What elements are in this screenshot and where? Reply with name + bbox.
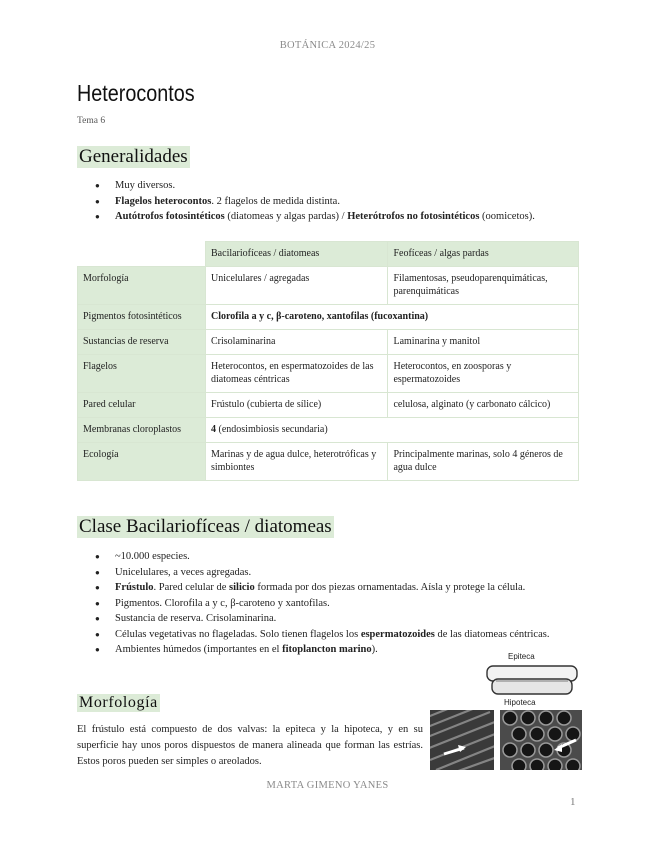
table-cell: Marinas y de agua dulce, heterotróficas y simbiontes [206,443,388,481]
table-header-row [78,242,579,267]
section-heading-morfologia: Morfología [79,694,158,711]
list-item: ● Sustancia de reserva. Crisolaminarina. [77,611,577,627]
running-footer: MARTA GIMENO YANES [266,780,389,791]
clase-list [77,549,577,658]
table-cell: Heterocontos, en espermatozoides de las diatomeas céntricas [206,355,388,393]
table-row [78,305,579,330]
table-row [78,355,579,393]
table-cell: Crisolaminarina [206,330,388,355]
list-item: ● Flagelos heterocontos. 2 flagelos de medida distinta. [77,194,577,210]
list-item: ● Ambientes húmedos (importantes en el fitoplancton marino). [77,642,577,658]
row-label: Pared celular [78,393,206,418]
comparison-table [77,241,579,481]
list-item: ● Células vegetativas no flageladas. Solo tienen flagelos los espermatozoides de las diatomeas céntricas. [77,627,577,643]
running-header: BOTÁNICA 2024/25 [279,40,376,51]
table-header-cell: Bacilariofíceas / diatomeas [206,242,388,267]
row-label: Sustancias de reserva [78,330,206,355]
list-item: ● Unicelulares, a veces agregadas. [77,565,577,581]
list-item: ● Frústulo. Pared celular de silicio formada por dos piezas ornamentadas. Aísla y protege la célula. [77,580,577,596]
list-item: ● Autótrofos fotosintéticos (diatomeas y algas pardas) / Heterótrofos no fotosintéticos (oomicetos). [77,209,577,225]
table-row [78,443,579,481]
row-label: Membranas cloroplastos [78,418,206,443]
table-row [78,330,579,355]
table-cell: Unicelulares / agregadas [206,267,388,305]
frustule-diagram [482,662,582,702]
page-number: 1 [570,796,576,808]
list-item: ● Muy diversos. [77,178,577,194]
table-cell: Filamentosas, pseudoparenquimáticas, parenquimáticas [388,267,579,305]
morfologia-paragraph: El frústulo está compuesto de dos valvas: la epiteca y la hipoteca, y en su superficie hay unos poros dispuestos de manera alineada que forman las estrías. Estos poros pueden ser simples o areolados. [77,724,423,767]
row-label: Flagelos [78,355,206,393]
section-heading-generalidades: Generalidades [79,146,188,167]
document-title: Heterocontos [77,80,195,106]
list-item: ● Pigmentos. Clorofila a y c, β-caroteno y xantofilas. [77,596,577,612]
row-label: Ecología [78,443,206,481]
row-label: Pigmentos fotosintéticos [78,305,206,330]
table-row [78,418,579,443]
micrograph-pores [500,710,582,770]
table-row [78,393,579,418]
frustule-figure [430,652,582,774]
table-row [78,267,579,305]
table-cell: Principalmente marinas, solo 4 géneros de agua dulce [388,443,579,481]
epiteca-label: Epiteca [508,652,535,661]
generalidades-list [77,178,577,225]
hipoteca-label: Hipoteca [504,698,536,707]
row-label: Morfología [78,267,206,305]
table-cell-merged: Clorofila a y c, β-caroteno, xantofilas (fucoxantina) [206,305,579,330]
table-cell: Laminarina y manitol [388,330,579,355]
list-item: ● ~10.000 especies. [77,549,577,565]
document-subtitle: Tema 6 [77,116,106,126]
micrograph-striae [430,710,494,770]
table-header-cell: Feofíceas / algas pardas [388,242,579,267]
table-header-cell [78,242,206,267]
table-cell-merged: 4 (endosimbiosis secundaria) [206,418,579,443]
table-cell: celulosa, alginato (y carbonato cálcico) [388,393,579,418]
section-heading-clase: Clase Bacilariofíceas / diatomeas [79,516,332,537]
table-cell: Heterocontos, en zoosporas y espermatozoides [388,355,579,393]
table-cell: Frústulo (cubierta de sílice) [206,393,388,418]
